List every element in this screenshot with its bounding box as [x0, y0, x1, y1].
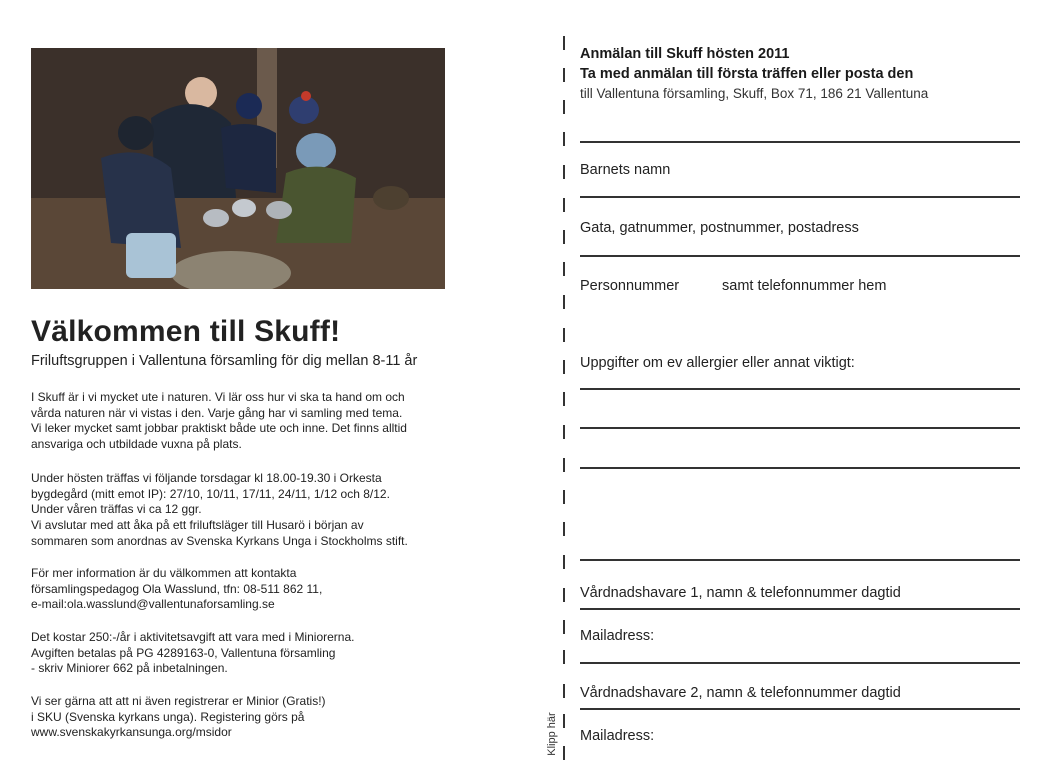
cut-tick [563, 198, 565, 212]
child-name-label: Barnets namn [580, 162, 671, 178]
write-line[interactable] [580, 196, 1020, 198]
cut-tick [563, 230, 565, 244]
cut-tick [563, 328, 565, 342]
street-label: Gata, gatnummer, postnummer, postadress [580, 220, 859, 236]
text-line: e-mail:ola.wasslund@vallentunaforsamling.se [31, 597, 275, 612]
guardian1-label: Vårdnadshavare 1, namn & telefonnummer dagtid [580, 585, 901, 601]
cut-here-label: Klipp här [546, 712, 558, 756]
write-line[interactable] [580, 255, 1020, 257]
photo-illustration [31, 48, 445, 289]
text-line: Avgiften betalas på PG 4289163-0, Vallentuna församling [31, 645, 336, 660]
text-line: församlingspedagog Ola Wasslund, tfn: 08-511 862 11, [31, 581, 323, 596]
intro-paragraph [31, 390, 471, 453]
page-subtitle: Friluftsgruppen i Vallentuna församling för dig mellan 8-11 år [31, 353, 418, 369]
write-line[interactable] [580, 467, 1020, 469]
text-line: Det kostar 250:-/år i aktivitetsavgift att vara med i Miniorerna. [31, 630, 355, 644]
cut-tick [563, 392, 565, 406]
mail2-label: Mailadress: [580, 728, 655, 744]
cut-tick [563, 746, 565, 760]
write-line[interactable] [580, 608, 1020, 610]
text-line: bygdegård (mitt emot IP): 27/10, 10/11, 17/11, 24/11, 1/12 och 8/12. [31, 486, 390, 501]
phone-home-label: samt telefonnummer hem [722, 278, 887, 294]
write-line[interactable] [580, 708, 1020, 710]
cut-tick [563, 165, 565, 179]
cut-tick [563, 132, 565, 146]
write-line[interactable] [580, 559, 1020, 561]
text-line: - skriv Miniorer 662 på inbetalningen. [31, 661, 228, 676]
registration-paragraph [31, 694, 471, 741]
cut-tick [563, 714, 565, 728]
text-line: Under våren träffas vi ca 12 ggr. [31, 502, 202, 517]
text-line: www.svenskakyrkansunga.org/msidor [31, 725, 232, 740]
allergies-label: Uppgifter om ev allergier eller annat viktigt: [580, 355, 855, 371]
text-line: Under hösten träffas vi följande torsdagar kl 18.00-19.30 i Orkesta [31, 471, 382, 485]
form-heading: Anmälan till Skuff hösten 2011 [580, 46, 790, 62]
cut-tick [563, 262, 565, 276]
cut-tick [563, 360, 565, 374]
text-line: Vi ser gärna att att ni även registrerar er Minior (Gratis!) [31, 694, 326, 708]
form-subheading: Ta med anmälan till första träffen eller posta den [580, 66, 914, 82]
cut-tick [563, 68, 565, 82]
cut-tick [563, 425, 565, 439]
forest-photo [31, 48, 445, 289]
cut-tick [563, 522, 565, 536]
form-address: till Vallentuna församling, Skuff, Box 71, 186 21 Vallentuna [580, 86, 929, 101]
text-line: I Skuff är i vi mycket ute i naturen. Vi lär oss hur vi ska ta hand om och [31, 390, 405, 404]
write-line[interactable] [580, 388, 1020, 390]
page-title: Välkommen till Skuff! [31, 315, 341, 348]
write-line[interactable] [580, 141, 1020, 143]
cut-tick [563, 588, 565, 602]
cut-tick [563, 650, 565, 664]
schedule-paragraph [31, 471, 471, 550]
text-line: sommaren som anordnas av Svenska Kyrkans Unga i Stockholms stift. [31, 533, 408, 548]
text-line: Vi leker mycket samt jobbar praktiskt både ute och inne. Det finns alltid [31, 421, 407, 436]
text-line: För mer information är du välkommen att kontakta [31, 566, 297, 580]
cut-tick [563, 620, 565, 634]
cut-tick [563, 295, 565, 309]
write-line[interactable] [580, 662, 1020, 664]
mail1-label: Mailadress: [580, 628, 655, 644]
cut-tick [563, 684, 565, 698]
cut-tick [563, 36, 565, 50]
text-line: vårda naturen när vi vistas i den. Varje gång har vi samling med tema. [31, 405, 403, 420]
cut-tick [563, 555, 565, 569]
fee-paragraph [31, 630, 471, 677]
cut-tick [563, 458, 565, 472]
text-line: ansvariga och utbildade vuxna på plats. [31, 437, 242, 452]
personnummer-label: Personnummer [580, 278, 680, 294]
text-line: i SKU (Svenska kyrkans unga). Registering görs på [31, 709, 305, 724]
cut-tick [563, 490, 565, 504]
write-line[interactable] [580, 427, 1020, 429]
cut-tick [563, 100, 565, 114]
text-line: Vi avslutar med att åka på ett friluftsläger till Husarö i början av [31, 518, 364, 533]
guardian2-label: Vårdnadshavare 2, namn & telefonnummer dagtid [580, 685, 901, 701]
contact-paragraph [31, 566, 471, 613]
